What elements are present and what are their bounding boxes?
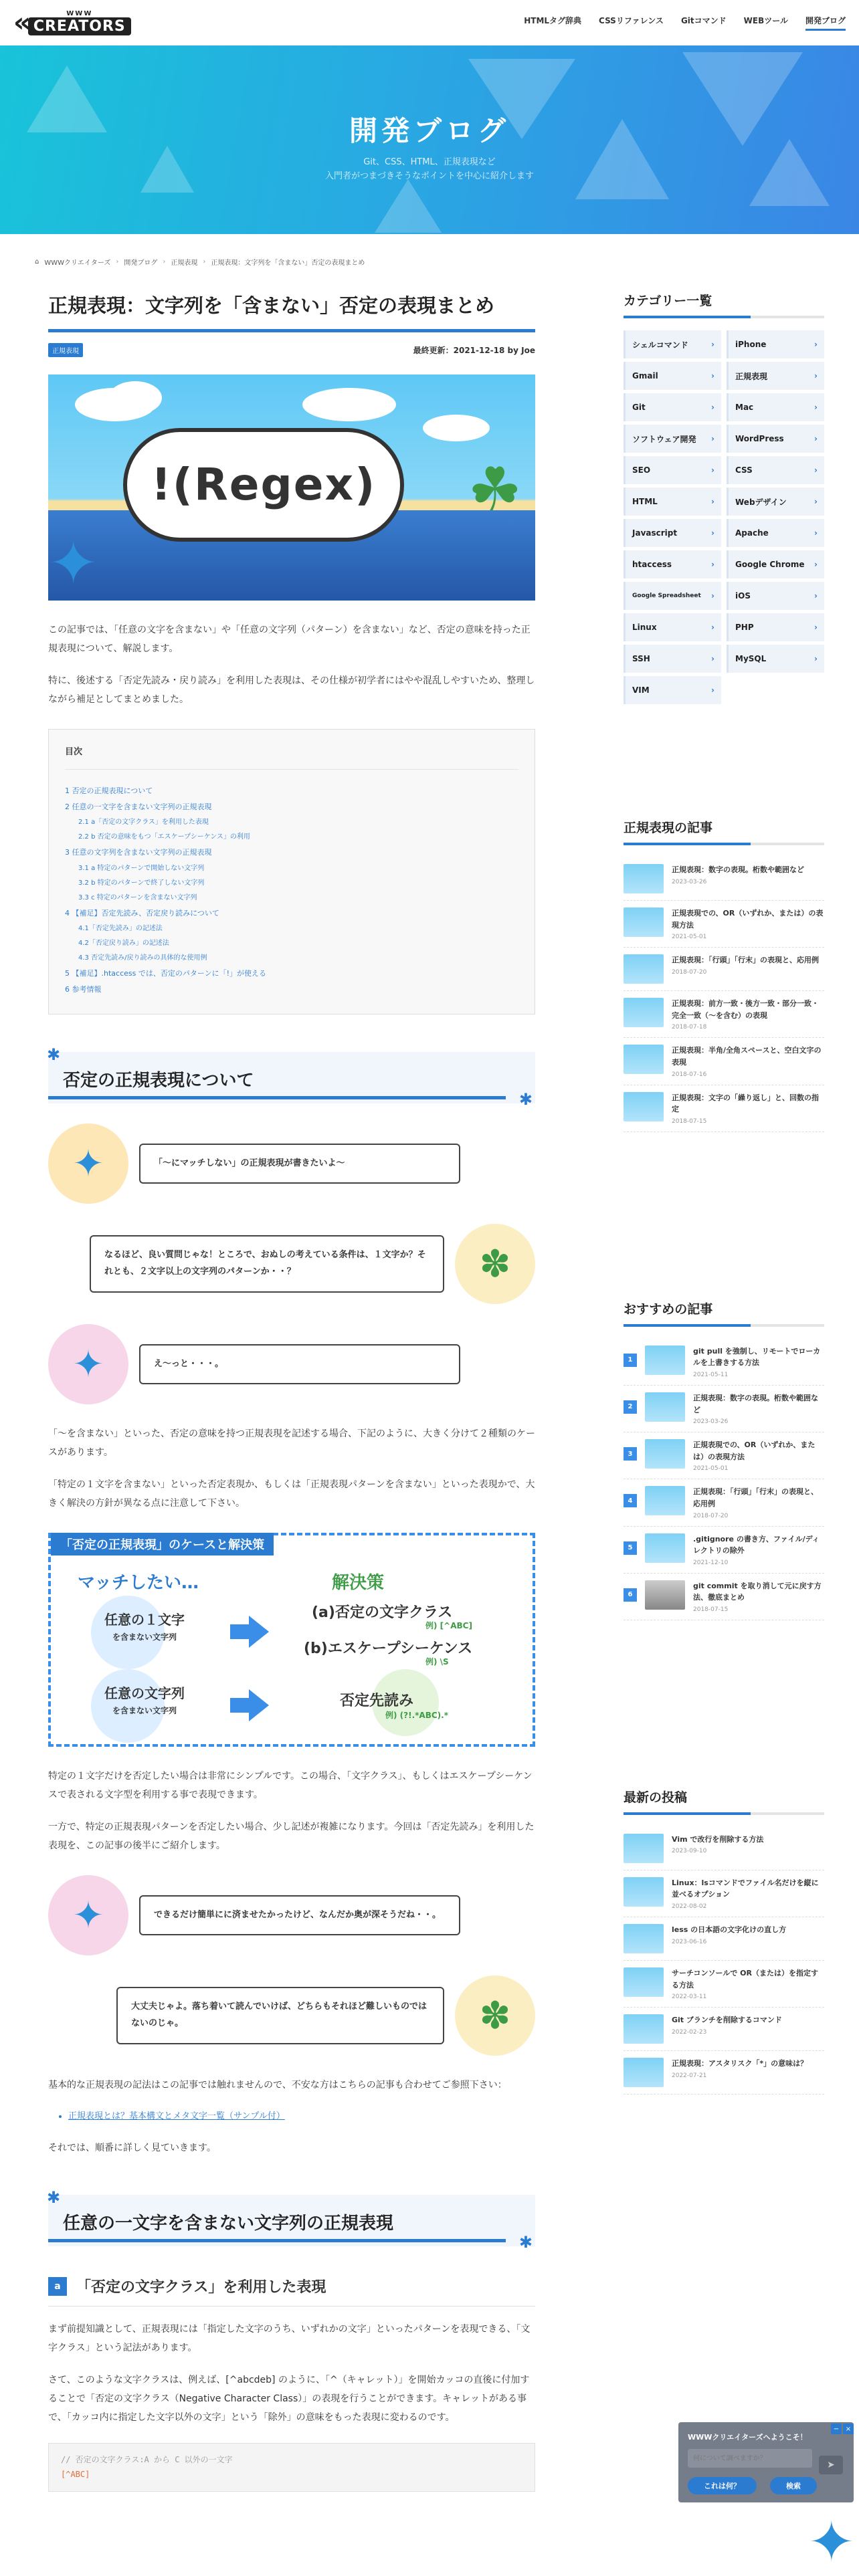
rank-badge: 5 <box>624 1541 637 1555</box>
chat-greeting: WWWクリエイターズへようこそ！ <box>688 2433 807 2442</box>
recent-posts-widget: 最新の投稿 Vim で改行を削除する方法 2023-09-10 Linux：lsコマンドでファイル名だけを縦に並べるオプション 2022-08-02 less の日本語の文字化けの直し方 2023-06-16 サーチコンソールで OR（または）を指定する方法 2022-03-11 Git ブランチを削除するコマンド 2022-02-23 正規表現：アスタリスク「*」の意味は？ 2022-07-21 <box>624 1788 824 2095</box>
post-thumbnail[interactable] <box>624 954 664 984</box>
category-item[interactable]: Git › <box>624 393 721 421</box>
post-item[interactable] <box>624 901 824 948</box>
chevron-right-icon: › <box>814 654 818 663</box>
chat-bubble: 「〜にマッチしない」の正規表現が書きたいよ〜 <box>139 1144 460 1184</box>
chevron-right-icon: › <box>711 528 714 538</box>
dolphin-avatar-icon: ✦ <box>48 1875 128 1955</box>
category-item[interactable]: CSS › <box>727 456 824 484</box>
post-title-link[interactable]: 正規表現：文字の「繰り返し」と、回数の指定 <box>672 1093 819 1114</box>
dolphin-mascot-icon[interactable]: ✦ <box>807 2509 855 2575</box>
paragraph: 一方で、特定の正規表現パターンを否定したい場合、少し記述が複雑になります。今回は「否定先読み」を利用した表現を、この記事の後半にご紹介します。 <box>48 1822 535 1852</box>
post-date: 2023-09-10 <box>672 1848 707 1855</box>
chat-bubble: なるほど、良い質問じゃな！ところで、おぬしの考えている条件は、１文字か？それとも、２文字以上の文字列のパターンか・・？ <box>90 1235 444 1292</box>
logo-brand: CREATORS <box>28 17 131 35</box>
chevron-right-icon: › <box>814 591 818 601</box>
post-date: 2018-07-20 <box>693 1512 729 1519</box>
nav-html[interactable]: HTMLタグ辞典 <box>524 16 582 25</box>
post-item[interactable] <box>624 1085 824 1132</box>
category-grid <box>624 330 824 704</box>
post-title-link[interactable]: 正規表現：アスタリスク「*」の意味は？ <box>672 2059 808 2068</box>
category-item[interactable]: Webデザイン › <box>727 488 824 516</box>
chat-bubble: 大丈夫じゃよ。落ち着いて読んでいけば、どちらもそれほど難しいものではないのじゃ。 <box>116 1987 444 2044</box>
send-icon[interactable]: ➤ <box>819 2456 843 2474</box>
toc-item[interactable]: 2 任意の一文字を含まない文字列の正規表現 <box>65 802 212 812</box>
post-date: 2022-08-02 <box>672 1903 707 1911</box>
nav-git[interactable]: Gitコマンド <box>680 16 727 25</box>
post-date: 2018-07-18 <box>672 1024 707 1031</box>
post-title-link[interactable]: 正規表現：半角/全角スペースと、空白文字の表現 <box>672 1046 822 1067</box>
post-thumbnail[interactable] <box>645 1580 685 1610</box>
post-title-link[interactable]: 正規表現：数字の表現。桁数や範囲など <box>672 865 804 874</box>
chevron-right-icon: › <box>711 685 714 695</box>
cases-figure: 「否定の正規表現」のケースと解決策 マッチしたい… 解決策 任意の１文字 を含まない文字列 (a)否定の文字クラス 例) [^ABC] (b)エスケープシーケンス 例) \S 任意の文字列 を含まない文字列 否定先読み 例) (?!.*ABC).* <box>48 1533 535 1747</box>
rank-badge: 6 <box>624 1588 637 1602</box>
post-date: 2018-07-16 <box>672 1071 707 1078</box>
post-thumbnail[interactable] <box>624 907 664 937</box>
chevron-right-icon: › <box>814 497 818 506</box>
category-item[interactable]: SSH › <box>624 645 721 673</box>
category-item[interactable]: Javascript › <box>624 519 721 547</box>
site-header <box>0 0 859 45</box>
section-heading: ✱ 任意の一文字を含まない文字列の正規表現 ✱ <box>48 2195 535 2246</box>
chevron-right-icon: › <box>814 465 818 475</box>
post-thumbnail[interactable] <box>624 1967 664 1997</box>
post-item[interactable] <box>624 1961 824 2008</box>
post-thumbnail[interactable] <box>624 1834 664 1863</box>
dolphin-avatar-icon: ✦ <box>48 1324 128 1404</box>
what-is-this-button[interactable]: これは何？ <box>688 2477 757 2494</box>
subsection-heading: a 「否定の文字クラス」を利用した表現 <box>48 2266 535 2306</box>
logo-www: WWW <box>66 10 93 17</box>
palm-tree-icon: ☘ <box>468 454 522 525</box>
post-title-link[interactable]: 正規表現での、OR（いずれか、または）の表現方法 <box>672 909 824 930</box>
toc-item[interactable]: 4 【補足】否定先読み、否定戻り読みについて <box>65 908 219 918</box>
breadcrumb-current: 正規表現：文字列を「含まない」否定の表現まとめ <box>211 259 365 267</box>
site-logo[interactable] <box>13 9 131 36</box>
chevron-right-icon: › <box>814 371 818 381</box>
chevron-right-icon: › <box>711 340 714 349</box>
post-title-link[interactable]: Linux：lsコマンドでファイル名だけを縦に並べるオプション <box>672 1878 819 1899</box>
chat-row <box>48 1975 535 2056</box>
post-date: 2023-03-26 <box>672 878 707 885</box>
chevron-right-icon: › <box>814 403 818 412</box>
post-item[interactable] <box>624 2008 824 2051</box>
toc-item[interactable]: 3.3 c 特定のパターンを含まない文字列 <box>78 893 197 901</box>
post-item[interactable] <box>624 1479 824 1526</box>
post-thumbnail[interactable] <box>624 2014 664 2044</box>
toc-item[interactable]: 2.1 a「否定の文字クラス」を利用した表現 <box>78 819 209 827</box>
post-title-link[interactable]: 正規表現：前方一致・後方一致・部分一致・完全一致（〜を含む）の表現 <box>672 999 819 1020</box>
regex-posts-widget: 正規表現の記事 正規表現：数字の表現。桁数や範囲など 2023-03-26 正規表現での、OR（いずれか、または）の表現方法 2021-05-01 正規表現：「行頭」「行末」の表現と、応用例 2018-07-20 正規表現：前方一致・後方一致・部分一致・完全一致（〜を含む）の表現 2018-07-18 正規表現：半角/全角スペースと、空白文字の表現 2018-07-16 正規表現：文字の「繰り返し」と、回数の指定 2018-07-15 <box>624 818 824 1132</box>
search-button[interactable]: 検索 <box>770 2477 817 2494</box>
post-thumbnail[interactable] <box>645 1439 685 1469</box>
post-date: 2023-06-16 <box>672 1938 707 1945</box>
intro-paragraph: この記事では、「任意の文字を含まない」や「任意の文字列（パターン）を含まない」など、否定の意味を持った正規表現について、解説します。 <box>48 624 531 654</box>
paragraph: さて、このような文字クラスは、例えば、[^abcdeb] のように、「^（キャレット）」を開始カッコの直後に付加することで「否定の文字クラス（Negative Character Class）」の表現を行うことができます。キャレットがある事で、「カッコ内に指定した文字以外の文字」という「除外」の意味をもった表現に変わるのです。 <box>48 2375 530 2424</box>
hero-triangle <box>749 139 830 206</box>
post-item[interactable] <box>624 1870 824 1917</box>
section-heading: ✱ 否定の正規表現について ✱ <box>48 1052 535 1103</box>
minimize-icon[interactable]: − <box>831 2424 842 2434</box>
post-title-link[interactable]: .gitignore の書き方、ファイル/ディレクトリの除外 <box>693 1534 820 1555</box>
toc-item[interactable]: 4.2「否定戻り読み」の記述法 <box>78 939 169 947</box>
post-thumbnail[interactable] <box>645 1533 685 1563</box>
category-item[interactable]: htaccess › <box>624 550 721 578</box>
chevron-right-icon: › <box>711 497 714 506</box>
chat-bubble: できるだけ簡単にに済ませたかったけど、なんだか奥が深そうだね・・。 <box>139 1895 460 1936</box>
post-title-link[interactable]: 正規表現：数字の表現。桁数や範囲など <box>693 1393 818 1414</box>
post-title: 正規表現：文字列を「含まない」否定の表現まとめ <box>48 291 535 332</box>
close-icon[interactable]: × <box>843 2424 854 2434</box>
recommended-widget: おすすめの記事 1 git pull を強制し、リモートでローカルを上書きする方法 2021-05-11 2 正規表現：数字の表現。桁数や範囲など 2023-03-26 3 正規表現での、OR（いずれか、または）の表現方法 2021-05-01 4 正規表現：「行頭」「行末」の表現と、応用例 2018-07-20 5 .gitignore の書き方、ファイル/ディレクトリの除外 2021-12-10 6 git commit を取り消して元に戻す方法、徹底まとめ 2018-07-15 <box>624 1299 824 1620</box>
post-item[interactable] <box>624 2051 824 2095</box>
post-item[interactable] <box>624 1432 824 1479</box>
hero-title: 開発ブログ <box>349 114 510 148</box>
toc-item[interactable]: 3.1 a 特定のパターンで開始しない文字列 <box>78 864 205 872</box>
post-item[interactable] <box>624 1339 824 1386</box>
post-thumbnail[interactable] <box>624 1924 664 1953</box>
post-date: 2021-05-01 <box>672 934 707 941</box>
post-title-link[interactable]: git commit を取り消して元に戻す方法、徹底まとめ <box>693 1581 822 1602</box>
chevron-right-icon: › <box>711 623 714 632</box>
logo-chevron-icon: « <box>13 7 25 38</box>
post-item[interactable] <box>624 1917 824 1961</box>
sparkle-icon: ✱ <box>518 1090 533 1109</box>
toc-item[interactable]: 3 任意の文字列を含まない文字列の正規表現 <box>65 848 212 857</box>
related-links <box>48 2108 535 2125</box>
chevron-right-icon: › <box>814 340 818 349</box>
global-nav <box>524 15 846 31</box>
chat-widget <box>678 2422 859 2576</box>
category-item[interactable]: Gmail › <box>624 362 721 390</box>
category-item[interactable]: Google Spreadsheet › <box>624 582 721 610</box>
category-item[interactable]: SEO › <box>624 456 721 484</box>
chat-row <box>48 1324 535 1404</box>
chat-row <box>48 1875 535 1955</box>
post-title-link[interactable]: 正規表現での、OR（いずれか、または）の表現方法 <box>693 1440 816 1461</box>
chevron-right-icon: › <box>711 371 714 381</box>
category-item[interactable]: PHP › <box>727 613 824 641</box>
hero-triangle <box>375 179 442 233</box>
table-of-contents <box>48 729 535 1014</box>
nav-webtool[interactable]: WEBツール <box>743 16 788 25</box>
post-date: 2023-03-26 <box>693 1418 729 1426</box>
chevron-right-icon: › <box>711 403 714 412</box>
dolphin-icon: ✦ <box>48 528 99 599</box>
category-item[interactable]: WordPress › <box>727 425 824 453</box>
sparkle-icon: ✱ <box>47 2188 61 2208</box>
category-widget: カテゴリー一覧 シェルコマンド › iPhone › Gmail › 正規表現 › Git › Mac › ソフトウェア開発 › WordPress › SEO › CSS › HTML › Webデザイン › Javascript › Apache › htaccess › Google Chrome › Google Spreadsheet › iOS › Linux › PHP › SSH › MySQL › VIM › <box>624 291 824 704</box>
post-item[interactable] <box>624 1386 824 1432</box>
post-item[interactable] <box>624 1527 824 1574</box>
toc-title: 目次 <box>65 744 518 770</box>
updated-date: 最終更新：2021-12-18 by Joe <box>413 345 535 355</box>
chevron-right-icon: › <box>711 560 714 569</box>
category-item[interactable]: Google Chrome › <box>727 550 824 578</box>
category-item[interactable]: Apache › <box>727 519 824 547</box>
category-item[interactable]: VIM › <box>624 676 721 704</box>
toc-item[interactable]: 3.2 b 特定のパターンで終了しない文字列 <box>78 879 205 887</box>
post-thumbnail[interactable] <box>624 2058 664 2087</box>
post-date: 2021-05-11 <box>693 1371 729 1378</box>
paragraph: 「〜を含まない」といった、否定の意味を持つ正規表現を記述する場合、下記のように、大きく分けて２種類のケースがあります。 <box>48 1428 535 1459</box>
hero-subtitle: Git、CSS、HTML、正規表現など 入門者がつまづきそうなポイントを中心に紹介します <box>324 157 534 181</box>
category-item[interactable]: Linux › <box>624 613 721 641</box>
breadcrumb-blog[interactable]: 開発ブログ <box>124 259 158 267</box>
eyecatch-image <box>48 374 535 601</box>
rank-badge: 2 <box>624 1400 637 1414</box>
toc-item[interactable]: 2.2 b 否定の意味をもつ「エスケープシーケンス」の利用 <box>78 833 250 841</box>
post-title-link[interactable]: less の日本語の文字化けの直し方 <box>672 1925 787 1935</box>
toc-item[interactable]: 6 参考情報 <box>65 984 102 994</box>
code-block: // 否定の文字クラス:A から C 以外の一文字 [^ABC] <box>48 2443 535 2492</box>
category-item[interactable]: ソフトウェア開発 › <box>624 425 721 453</box>
toc-item[interactable]: 5 【補足】.htaccess では、否定のパターンに「!」が使える <box>65 968 267 978</box>
post-title-link[interactable]: サーチコンソールで OR（または）を指定する方法 <box>672 1969 818 1990</box>
rank-badge: 4 <box>624 1494 637 1507</box>
hero-triangle <box>27 66 107 132</box>
intro-paragraph-2: 特に、後述する「否定先読み・戻り読み」を利用した表現は、その仕様が初学者にはやや混乱しやすいため、整理しながら補足としてまとめました。 <box>48 675 535 705</box>
chevron-right-icon: › <box>711 465 714 475</box>
category-item[interactable]: iPhone › <box>727 330 824 358</box>
chevron-right-icon: › <box>814 528 818 538</box>
post-date: 2021-05-01 <box>693 1465 729 1473</box>
turtle-avatar-icon: ✽ <box>455 1975 535 2056</box>
post-thumbnail[interactable] <box>624 1092 664 1121</box>
article-main <box>35 291 535 2492</box>
sidebar <box>624 291 824 2492</box>
paragraph: それでは、順番に詳しく見ていきます。 <box>48 2143 216 2154</box>
hero-banner <box>0 45 859 234</box>
chevron-right-icon: › <box>814 434 818 443</box>
paragraph: 基本的な正規表現の記法はこの記事では触れませんので、不安な方はこちらの記事も合わせてご参照下さい： <box>48 2080 507 2091</box>
post-date: 2018-07-15 <box>693 1606 729 1613</box>
post-date: 2021-12-10 <box>693 1559 729 1566</box>
toc-item[interactable]: 4.3 否定先読み/戻り読みの具体的な使用例 <box>78 954 207 962</box>
figure-label: 「否定の正規表現」のケースと解決策 <box>51 1533 274 1555</box>
post-date: 2018-07-20 <box>672 968 707 976</box>
category-item[interactable]: iOS › <box>727 582 824 610</box>
post-thumbnail[interactable] <box>624 1877 664 1907</box>
post-item[interactable] <box>624 948 824 991</box>
dolphin-avatar-icon: ✦ <box>48 1123 128 1204</box>
hero-triangle <box>682 52 803 146</box>
post-thumbnail[interactable] <box>624 1045 664 1074</box>
related-link[interactable]: • 正規表現とは？基本構文とメタ文字一覧（サンプル付） <box>68 2108 535 2125</box>
post-date: 2022-07-21 <box>672 2072 707 2079</box>
post-thumbnail[interactable] <box>645 1346 685 1375</box>
breadcrumb: ⌂ WWWクリエイターズ › 開発ブログ › 正規表現 › 正規表現：文字列を「含まない」否定の表現まとめ <box>35 258 365 267</box>
rank-badge: 3 <box>624 1447 637 1461</box>
sparkle-icon: ✱ <box>47 1045 61 1065</box>
chevron-right-icon: › <box>711 654 714 663</box>
chevron-right-icon: › <box>814 560 818 569</box>
home-icon: ⌂ <box>35 258 39 265</box>
chevron-right-icon: › <box>711 591 714 601</box>
paragraph: まず前提知識として、正規表現には「指定した文字のうち、いずれかの文字」といったパターンを表現できる、「文字クラス」という記法があります。 <box>48 2324 531 2354</box>
sparkle-icon: ✱ <box>518 2233 533 2252</box>
chat-input[interactable] <box>688 2449 812 2468</box>
post-title-link[interactable]: git pull を強制し、リモートでローカルを上書きする方法 <box>693 1346 821 1368</box>
toc-item[interactable]: 4.1「否定先読み」の記述法 <box>78 924 163 932</box>
post-title-link[interactable]: Vim で改行を削除する方法 <box>672 1834 764 1844</box>
post-item[interactable] <box>624 1827 824 1870</box>
post-date: 2022-02-23 <box>672 2028 707 2036</box>
category-item[interactable]: 正規表現 › <box>727 362 824 390</box>
post-item[interactable] <box>624 991 824 1038</box>
post-title-link[interactable]: 正規表現：「行頭」「行末」の表現と、応用例 <box>672 956 819 965</box>
post-item[interactable] <box>624 1574 824 1620</box>
chat-row <box>48 1123 535 1204</box>
regex-cloud: !(Regex) <box>123 428 404 542</box>
toc-list <box>65 783 518 998</box>
turtle-avatar-icon: ✽ <box>455 1224 535 1304</box>
post-date: 2022-03-11 <box>672 1994 707 2001</box>
arrow-right-icon <box>249 1616 269 1648</box>
chevron-right-icon: › <box>711 434 714 443</box>
chevron-right-icon: › <box>814 623 818 632</box>
toc-item[interactable]: 1 否定の正規表現について <box>65 786 153 795</box>
breadcrumb-category[interactable]: 正規表現 <box>171 259 198 267</box>
post-title-link[interactable]: 正規表現：「行頭」「行末」の表現と、応用例 <box>693 1487 818 1508</box>
post-thumbnail[interactable] <box>624 864 664 893</box>
post-thumbnail[interactable] <box>645 1392 685 1422</box>
rank-badge: 1 <box>624 1354 637 1367</box>
hero-triangle <box>140 146 194 193</box>
paragraph: 「特定の１文字を含まない」といった否定表現か、もしくは「正規表現パターンを含まない」といった表現かで、大きく解決の方針が異なる点に注意して下さい。 <box>48 1479 535 1509</box>
nav-blog[interactable]: 開発ブログ <box>805 15 846 31</box>
category-item[interactable]: HTML › <box>624 488 721 516</box>
arrow-right-icon <box>249 1689 269 1721</box>
post-item[interactable] <box>624 857 824 901</box>
post-title-link[interactable]: Git ブランチを削除するコマンド <box>672 2016 782 2025</box>
post-date: 2018-07-15 <box>672 1117 707 1125</box>
category-item[interactable]: MySQL › <box>727 645 824 673</box>
paragraph: 特定の１文字だけを否定したい場合は非常にシンプルです。この場合、「文字クラス」、もしくはエスケープシーケンスで表される文字型を利用する事で表現できます。 <box>48 1771 533 1801</box>
post-thumbnail[interactable] <box>624 998 664 1027</box>
breadcrumb-home[interactable]: WWWクリエイターズ <box>44 259 111 267</box>
category-badge[interactable]: 正規表現 <box>48 343 83 357</box>
category-item[interactable]: Mac › <box>727 393 824 421</box>
category-item[interactable]: シェルコマンド › <box>624 330 721 358</box>
nav-css[interactable]: CSSリファレンス <box>599 16 664 25</box>
chat-row <box>48 1224 535 1304</box>
chat-bubble: え〜っと・・・。 <box>139 1344 460 1385</box>
hero-triangle <box>575 119 669 199</box>
post-item[interactable] <box>624 1038 824 1085</box>
post-thumbnail[interactable] <box>645 1486 685 1515</box>
